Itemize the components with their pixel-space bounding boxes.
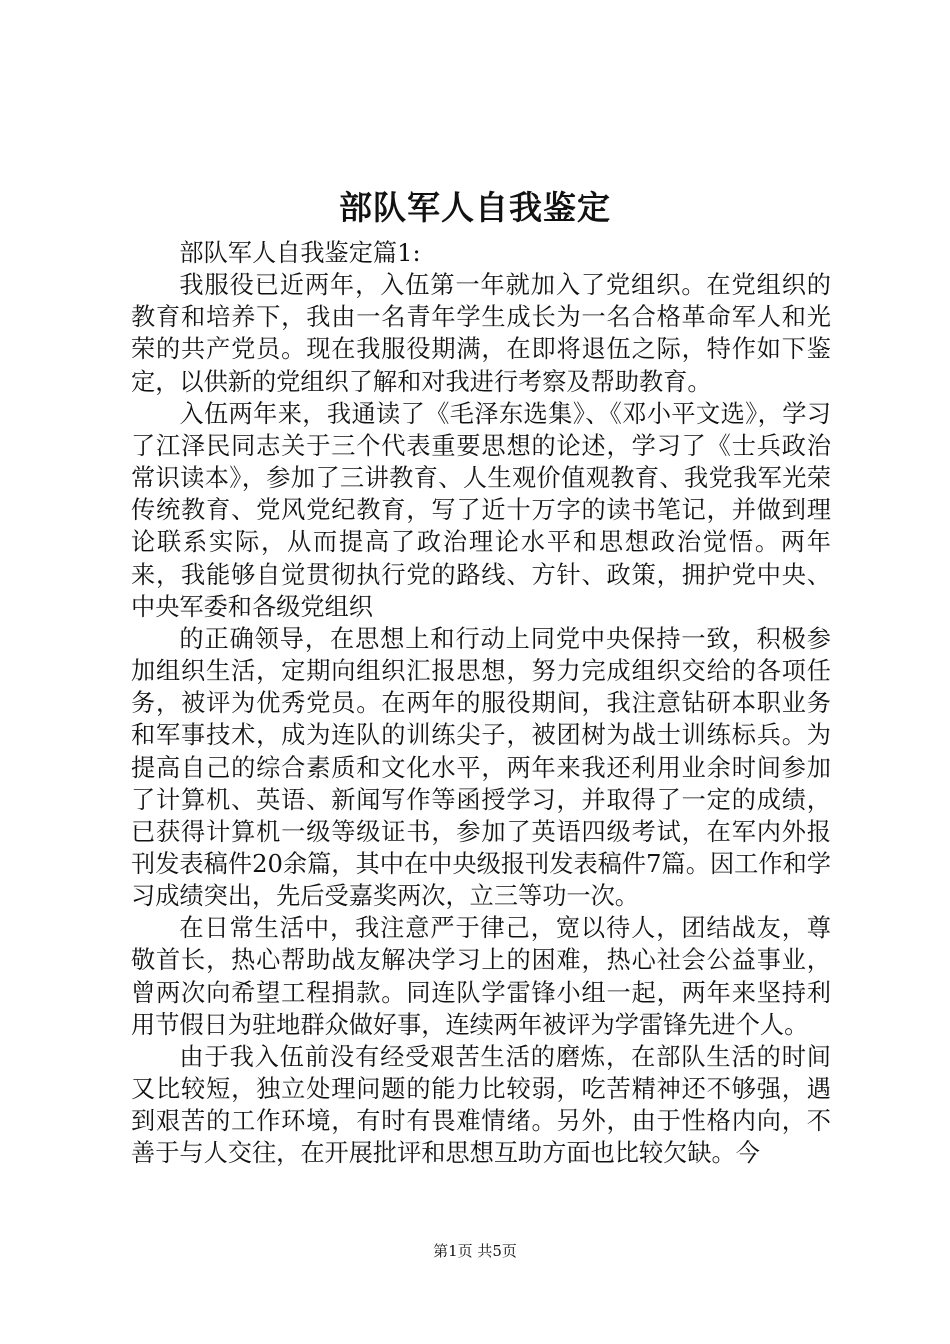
paragraph: 的正确领导，在思想上和行动上同党中央保持一致，积极参加组织生活，定期向组织汇报思想，努力完成组织交给的各项任务，被评为优秀党员。在两年的服役期间，我注意钻研本职业务和军事技术，成为连队的训练尖子，被团树为战士训练标兵。为提高自己的综合素质和文化水平，两年来我还利用业余时间参加了计算机、英语、新闻写作等函授学习，并取得了一定的成绩，已获得计算机一级等级证书，参加了英语四级考试，在军内外报刊发表稿件20余篇，其中在中央级报刊发表稿件7篇。因工作和学习成绩突出，先后受嘉奖两次，立三等功一次。 [131, 624, 831, 911]
paragraph: 在日常生活中，我注意严于律己，宽以待人，团结战友，尊敬首长，热心帮助战友解决学习上的困难，热心社会公益事业，曾两次向希望工程捐款。同连队学雷锋小组一起，两年来坚持利用节假日为驻地群众做好事，连续两年被评为学雷锋先进个人。 [131, 914, 831, 1039]
document-title: 部队军人自我鉴定 [339, 188, 611, 227]
document-body [131, 237, 831, 1170]
paragraph-heading: 部队军人自我鉴定篇1: [179, 239, 421, 267]
paragraph: 我服役已近两年，入伍第一年就加入了党组织。在党组织的教育和培养下，我由一名青年学生成长为一名合格革命军人和光荣的共产党员。现在我服役期满，在即将退伍之际，特作如下鉴定，以供新的党组织了解和对我进行考察及帮助教育。 [131, 271, 831, 396]
paragraph: 由于我入伍前没有经受艰苦生活的磨炼，在部队生活的时间又比较短，独立处理问题的能力比较弱，吃苦精神还不够强，遇到艰苦的工作环境，有时有畏难情绪。另外，由于性格内向，不善于与人交往，在开展批评和思想互助方面也比较欠缺。今 [131, 1042, 831, 1168]
page-footer: 第1页 共5页 [433, 1242, 517, 1260]
paragraph: 入伍两年来，我通读了《毛泽东选集》、《邓小平文选》，学习了江泽民同志关于三个代表重要思想的论述，学习了《士兵政治常识读本》，参加了三讲教育、人生观价值观教育、我党我军光荣传统教育、党风党纪教育，写了近十万字的读书笔记，并做到理论联系实际，从而提高了政治理论水平和思想政治觉悟。两年来，我能够自觉贯彻执行党的路线、方针、政策，拥护党中央、中央军委和各级党组织 [131, 399, 831, 621]
